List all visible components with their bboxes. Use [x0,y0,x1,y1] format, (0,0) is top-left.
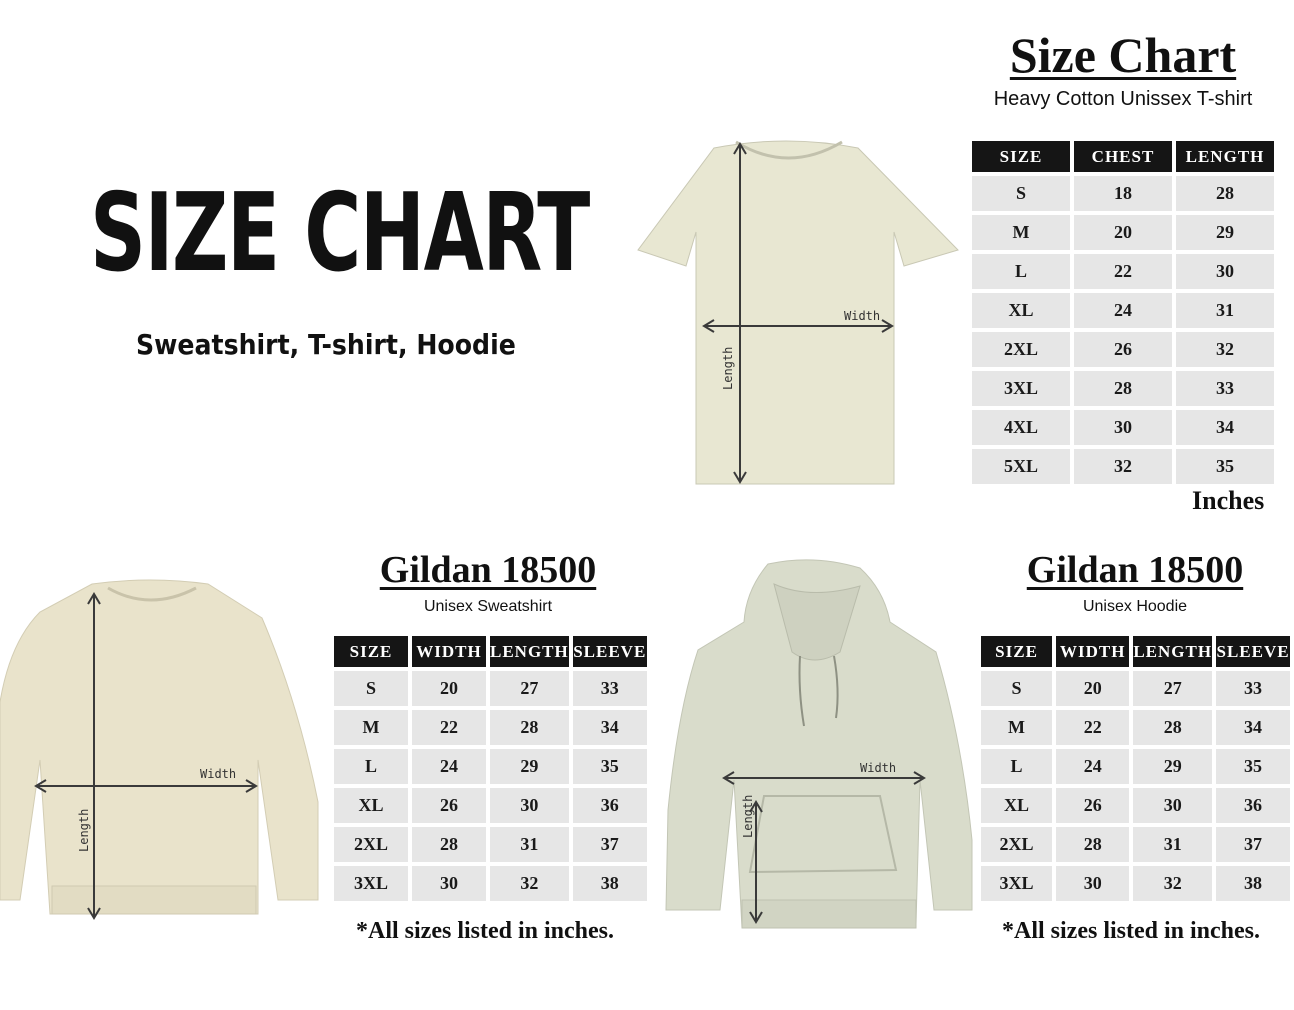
table-cell: 28 [1074,371,1172,406]
table-cell: XL [972,293,1070,328]
column-header: CHEST [1074,141,1172,172]
hoodie-size-table [977,632,1294,905]
table-cell: 33 [1176,371,1274,406]
table-header-row [981,636,1290,667]
column-header: WIDTH [1056,636,1129,667]
table-cell: 35 [1216,749,1290,784]
table-cell: 37 [573,827,647,862]
tshirt-chart-subtitle: Heavy Cotton Unissex T-shirt [993,88,1253,110]
tshirt-length-label: Length [721,346,735,390]
table-cell: 29 [1133,749,1212,784]
table-cell: 20 [1056,671,1129,706]
hoodie-length-label: Length [741,794,755,838]
table-cell: 31 [490,827,569,862]
table-cell: 22 [1056,710,1129,745]
table-header-row [334,636,647,667]
table-cell: 27 [490,671,569,706]
table-row [981,788,1290,823]
table-row [981,710,1290,745]
tshirt-chart-title: Size Chart [1009,27,1237,83]
table-cell: XL [981,788,1052,823]
sweatshirt-body [0,580,318,914]
column-header: LENGTH [490,636,569,667]
main-title: SIZE CHART [90,171,589,296]
table-cell: 22 [412,710,486,745]
table-cell: 35 [1176,449,1274,484]
table-cell: 28 [490,710,569,745]
table-cell: 22 [1074,254,1172,289]
table-row [334,827,647,862]
table-row [972,215,1274,250]
table-cell: 32 [490,866,569,901]
table-cell: 28 [1056,827,1129,862]
table-cell: 37 [1216,827,1290,862]
sweatshirt-chart-title: Gildan 18500 [379,549,597,591]
table-cell: 29 [490,749,569,784]
table-cell: 35 [573,749,647,784]
table-cell: 5XL [972,449,1070,484]
table-cell: 32 [1176,332,1274,367]
table-cell: S [972,176,1070,211]
tshirt-body [638,141,958,484]
table-cell: 28 [1176,176,1274,211]
table-row [981,671,1290,706]
table-cell: 28 [1133,710,1212,745]
table-cell: 30 [412,866,486,901]
table-cell: 34 [573,710,647,745]
table-cell: 3XL [972,371,1070,406]
table-cell: 38 [1216,866,1290,901]
column-header: SIZE [972,141,1070,172]
table-cell: S [334,671,408,706]
sweatshirt-illustration [0,582,322,918]
table-cell: 3XL [334,866,408,901]
table-cell: 32 [1074,449,1172,484]
table-cell: M [334,710,408,745]
table-cell: L [981,749,1052,784]
table-cell: M [972,215,1070,250]
table-cell: 27 [1133,671,1212,706]
table-cell: 33 [1216,671,1290,706]
table-row [972,332,1274,367]
tshirt-size-table [968,137,1278,488]
table-cell: 28 [412,827,486,862]
hoodie-width-label: Width [860,761,897,775]
sweatshirt-width-label: Width [200,767,237,781]
table-cell: 2XL [972,332,1070,367]
hoodie-chart-title: Gildan 18500 [1026,549,1244,591]
table-cell: 26 [412,788,486,823]
hoodie-note: *All sizes listed in inches. [1002,918,1261,944]
table-cell: 26 [1074,332,1172,367]
sweatshirt-note: *All sizes listed in inches. [356,918,615,944]
table-cell: 20 [412,671,486,706]
sweatshirt-size-table [330,632,651,905]
table-row [334,749,647,784]
table-cell: 38 [573,866,647,901]
table-cell: 30 [490,788,569,823]
table-cell: 26 [1056,788,1129,823]
column-header: SIZE [334,636,408,667]
table-cell: 24 [1056,749,1129,784]
table-cell: M [981,710,1052,745]
table-row [981,749,1290,784]
table-cell: 3XL [981,866,1052,901]
table-cell: 30 [1176,254,1274,289]
table-row [334,866,647,901]
column-header: WIDTH [412,636,486,667]
table-cell: 30 [1074,410,1172,445]
table-cell: 34 [1216,710,1290,745]
table-row [972,254,1274,289]
sweatshirt-length-label: Length [77,808,91,852]
main-subtitle: Sweatshirt, T-shirt, Hoodie [136,328,516,361]
table-cell: 31 [1176,293,1274,328]
table-cell: 34 [1176,410,1274,445]
column-header: SLEEVE [1216,636,1290,667]
table-cell: 30 [1133,788,1212,823]
table-row [981,827,1290,862]
table-cell: 18 [1074,176,1172,211]
units-note: Inches [1192,486,1265,515]
column-header: LENGTH [1133,636,1212,667]
table-cell: 36 [1216,788,1290,823]
table-row [972,410,1274,445]
table-row [972,449,1274,484]
column-header: LENGTH [1176,141,1274,172]
table-cell: 30 [1056,866,1129,901]
table-row [972,371,1274,406]
table-cell: 31 [1133,827,1212,862]
table-cell: 24 [1074,293,1172,328]
table-cell: S [981,671,1052,706]
table-cell: L [334,749,408,784]
table-cell: XL [334,788,408,823]
hoodie-illustration [664,560,976,932]
tshirt-illustration [636,132,958,488]
table-cell: 4XL [972,410,1070,445]
table-cell: 2XL [334,827,408,862]
table-row [972,293,1274,328]
sweatshirt-chart-subtitle: Unisex Sweatshirt [423,598,553,615]
table-cell: 29 [1176,215,1274,250]
table-header-row [972,141,1274,172]
column-header: SLEEVE [573,636,647,667]
tshirt-width-label: Width [844,309,881,323]
hoodie-chart-subtitle: Unisex Hoodie [1082,598,1188,615]
table-row [334,710,647,745]
table-cell: 24 [412,749,486,784]
table-cell: 33 [573,671,647,706]
table-row [334,788,647,823]
column-header: SIZE [981,636,1052,667]
table-row [334,671,647,706]
table-row [981,866,1290,901]
table-cell: 36 [573,788,647,823]
table-cell: 32 [1133,866,1212,901]
table-cell: 20 [1074,215,1172,250]
table-cell: 2XL [981,827,1052,862]
table-row [972,176,1274,211]
table-cell: L [972,254,1070,289]
